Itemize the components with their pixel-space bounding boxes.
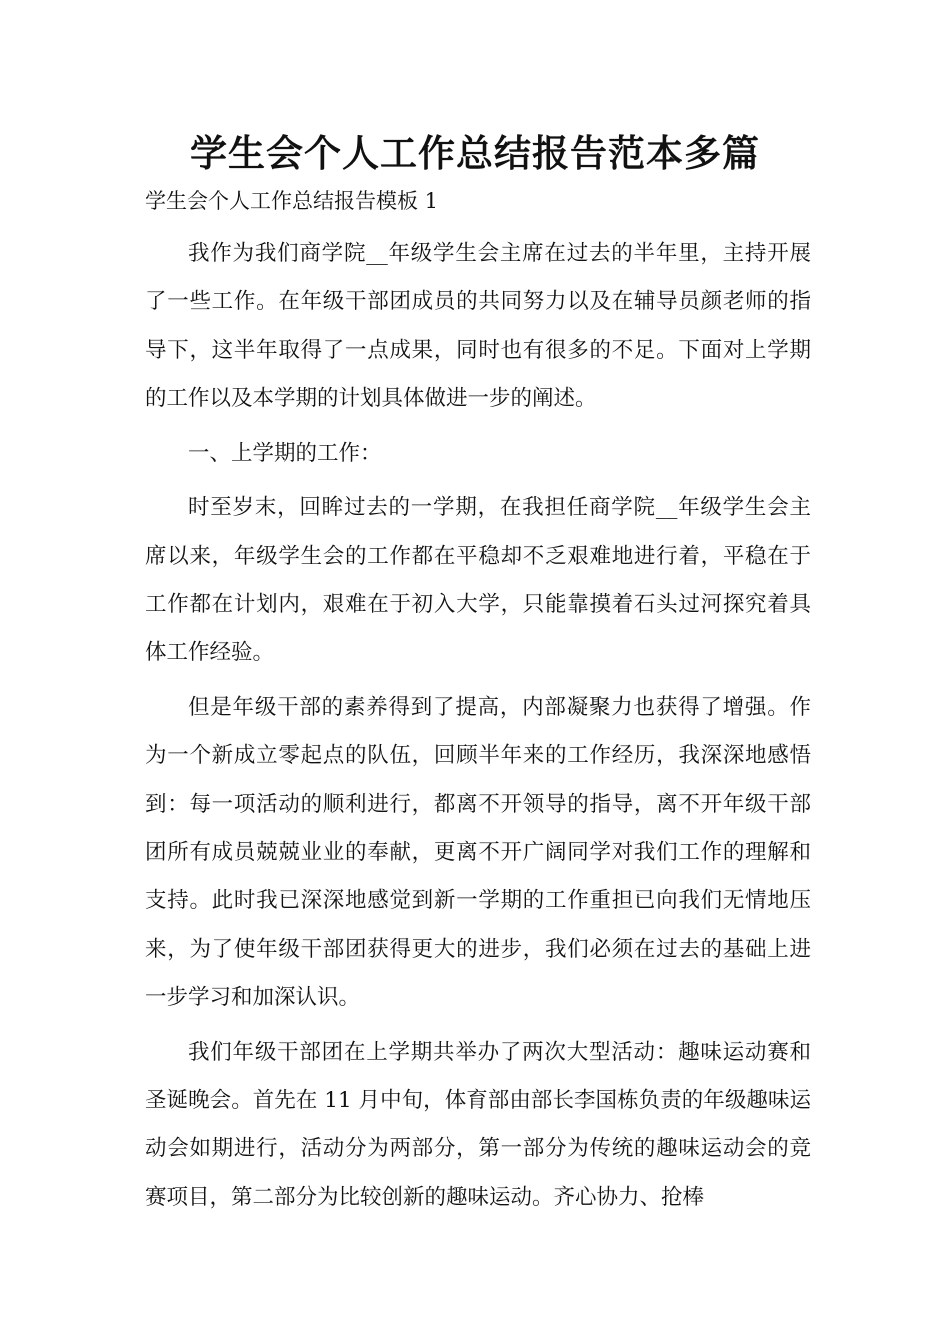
paragraph: 但是年级干部的素养得到了提高，内部凝聚力也获得了增强。作为一个新成立零起点的队伍，回顾半年来的工作经历，我深深地感悟到：每一项活动的顺利进行，都离不开领导的指导，离不开年级干部团所有成员兢兢业业的奉献，更离不开广阔同学对我们工作的理解和支持。此时我已深深地感觉到新一学期的工作重担已向我们无情地压来，为了使年级干部团获得更大的进步，我们必须在过去的基础上进一步学习和加深认识。 — [145, 695, 811, 1010]
paragraph: 我们年级干部团在上学期共举办了两次大型活动：趣味运动赛和圣诞晚会。首先在 11 月中旬，体育部由部长李国栋负责的年级趣味运动会如期进行，活动分为两部分，第一部分为传统的趣味运动会的竞赛项目，第二部分为比较创新的趣味运动。齐心协力、抢棒 — [145, 1039, 811, 1210]
document-title: 学生会个人工作总结报告范本多篇 — [190, 131, 760, 175]
paragraph-intro: 我作为我们商学院__年级学生会主席在过去的半年里，主持开展了一些工作。在年级干部团成员的共同努力以及在辅导员颜老师的指导下，这半年取得了一点成果，同时也有很多的不足。下面对上学期的工作以及本学期的计划具体做进一步的阐述。 — [145, 241, 811, 411]
section-heading: 一、上学期的工作： — [188, 440, 382, 466]
document-subtitle: 学生会个人工作总结报告模板 1 — [145, 189, 439, 213]
paragraph: 时至岁末，回眸过去的一学期，在我担任商学院__年级学生会主席以来，年级学生会的工作都在平稳却不乏艰难地进行着，平稳在于工作都在计划内，艰难在于初入大学，只能靠摸着石头过河探究着具体工作经验。 — [145, 495, 811, 666]
document-body — [145, 230, 811, 1228]
